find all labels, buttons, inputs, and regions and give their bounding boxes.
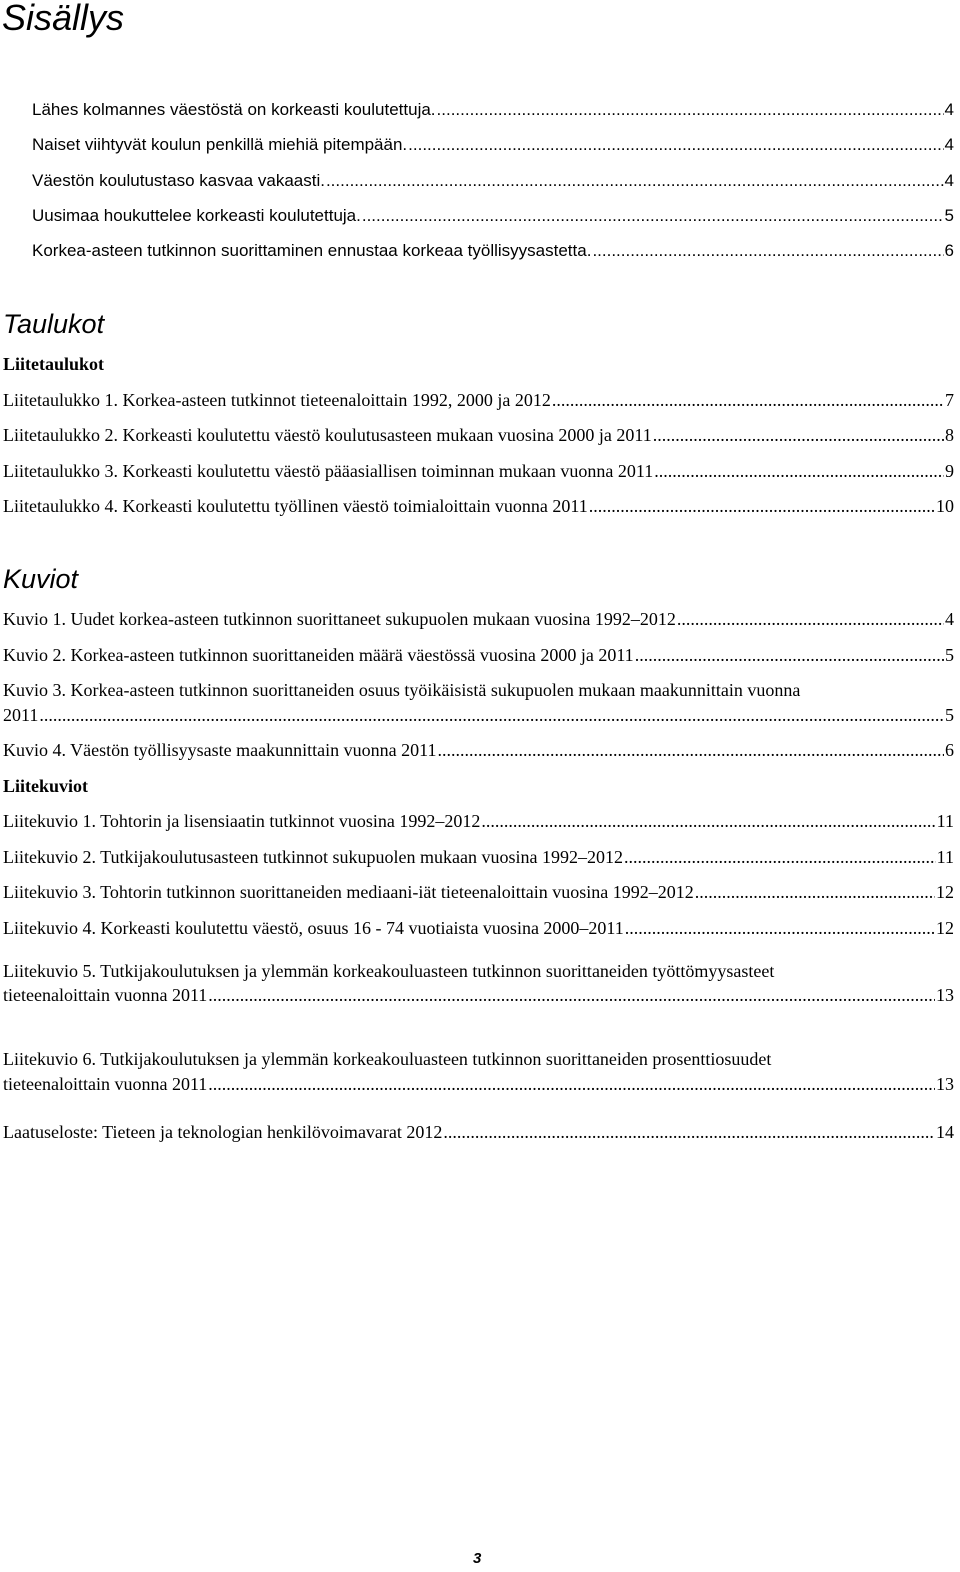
toc-page-number: 11 <box>936 811 954 831</box>
toc-entry-figure-3[interactable] <box>3 703 954 727</box>
toc-entry-table-4[interactable] <box>3 494 954 518</box>
toc-page-number: 6 <box>945 740 954 760</box>
toc-entry-appendix-figure-4[interactable] <box>3 916 954 940</box>
toc-page-number: 7 <box>945 390 954 410</box>
toc-entry-appendix-figure-1[interactable] <box>3 809 954 833</box>
toc-page-number: 4 <box>944 171 954 190</box>
page-title: Sisällys <box>2 0 125 38</box>
toc-page-number: 14 <box>936 1122 954 1142</box>
subheading-appendix-tables: Liitetaulukot <box>3 354 105 374</box>
toc-entry-text: Korkea-asteen tutkinnon suorittaminen ennustaa korkeaa työllisyysastetta. <box>32 241 592 260</box>
toc-entry-appendix-figure-3[interactable] <box>3 880 954 904</box>
toc-entry-text: Liitetaulukko 4. Korkeasti koulutettu työllinen väestö toimialoittain vuonna 2011 <box>3 496 588 516</box>
toc-page-number: 10 <box>936 496 954 516</box>
toc-entry-text: Kuvio 1. Uudet korkea-asteen tutkinnon suorittaneet sukupuolen mukaan vuosina 1992–2012 <box>3 609 676 629</box>
subheading-appendix-figures: Liitekuviot <box>3 776 89 796</box>
toc-page-number: 8 <box>945 425 954 445</box>
toc-entry-text: Liitekuvio 1. Tohtorin ja lisensiaatin tutkinnot vuosina 1992–2012 <box>3 811 481 831</box>
toc-entry-appendix-figure-5[interactable] <box>3 983 954 1007</box>
toc-entry-text: Liitekuvio 4. Korkeasti koulutettu väestö, osuus 16 - 74 vuotiaista vuosina 2000–2011 <box>3 918 624 938</box>
toc-page-number: 4 <box>945 609 954 629</box>
toc-page-number: 9 <box>945 461 954 481</box>
toc-entry-intro-5[interactable] <box>32 239 954 263</box>
toc-entry-text: Laatuseloste: Tieteen ja teknologian henkilövoimavarat 2012 <box>3 1122 443 1142</box>
section-heading-figures: Kuviot <box>3 564 79 594</box>
toc-entry-figure-3-line1[interactable]: Kuvio 3. Korkea-asteen tutkinnon suorittaneiden osuus työikäisistä sukupuolen mukaan maakunnittain vuonna <box>3 680 801 700</box>
toc-page-number: 5 <box>945 645 954 665</box>
toc-entry-intro-4[interactable] <box>32 204 954 228</box>
toc-entry-table-2[interactable] <box>3 423 954 447</box>
toc-entry-intro-2[interactable] <box>32 133 954 157</box>
toc-entry-text: Naiset viihtyvät koulun penkillä miehiä pitempään. <box>32 135 408 154</box>
toc-entry-text: Liitetaulukko 3. Korkeasti koulutettu väestö pääasiallisen toiminnan mukaan vuonna 2011 <box>3 461 654 481</box>
toc-entry-intro-3[interactable] <box>32 169 954 193</box>
toc-page-number: 4 <box>944 135 954 154</box>
toc-page-number: 5 <box>944 206 954 225</box>
toc-entry-text: Lähes kolmannes väestöstä on korkeasti koulutettuja. <box>32 100 436 119</box>
toc-entry-figure-2[interactable] <box>3 643 954 667</box>
toc-page-number: 4 <box>944 100 954 119</box>
toc-entry-text: 2011 <box>3 705 39 725</box>
toc-entry-appendix-figure-2[interactable] <box>3 845 954 869</box>
toc-entry-table-3[interactable] <box>3 459 954 483</box>
toc-entry-intro-1[interactable] <box>32 98 954 122</box>
page-number: 3 <box>473 1550 482 1567</box>
toc-entry-figure-1[interactable] <box>3 607 954 631</box>
toc-page-number: 13 <box>936 985 954 1005</box>
toc-entry-appendix-figure-6[interactable] <box>3 1072 954 1096</box>
toc-page-number: 6 <box>944 241 954 260</box>
toc-entry-text: tieteenaloittain vuonna 2011 <box>3 985 208 1005</box>
toc-entry-text: Liitetaulukko 1. Korkea-asteen tutkinnot tieteenaloittain 1992, 2000 ja 2012 <box>3 390 551 410</box>
toc-entry-figure-4[interactable] <box>3 738 954 762</box>
toc-entry-text: Kuvio 2. Korkea-asteen tutkinnon suorittaneiden määrä väestössä vuosina 2000 ja 2011 <box>3 645 634 665</box>
toc-page-number: 12 <box>936 918 954 938</box>
toc-page-number: 11 <box>936 847 954 867</box>
toc-entry-text: Kuvio 4. Väestön työllisyysaste maakunnittain vuonna 2011 <box>3 740 437 760</box>
toc-entry-text: Liitetaulukko 2. Korkeasti koulutettu väestö koulutusasteen mukaan vuosina 2000 ja 2011 <box>3 425 652 445</box>
toc-page-number: 13 <box>936 1074 954 1094</box>
toc-entry-table-1[interactable] <box>3 388 954 412</box>
toc-page-number: 12 <box>936 882 954 902</box>
toc-entry-quality-description[interactable] <box>3 1120 954 1144</box>
section-heading-tables: Taulukot <box>3 309 105 339</box>
toc-entry-text: Liitekuvio 2. Tutkijakoulutusasteen tutkinnot sukupuolen mukaan vuosina 1992–2012 <box>3 847 623 867</box>
toc-page-number: 5 <box>945 705 954 725</box>
toc-entry-appendix-figure-5-line1[interactable]: Liitekuvio 5. Tutkijakoulutuksen ja ylemmän korkeakouluasteen tutkinnon suorittaneiden työttömyysasteet <box>3 961 775 981</box>
toc-entry-text: Väestön koulutustaso kasvaa vakaasti. <box>32 171 325 190</box>
toc-entry-appendix-figure-6-line1[interactable]: Liitekuvio 6. Tutkijakoulutuksen ja ylemmän korkeakouluasteen tutkinnon suorittaneiden prosenttiosuudet <box>3 1049 772 1069</box>
toc-entry-text: Liitekuvio 3. Tohtorin tutkinnon suorittaneiden mediaani-iät tieteenaloittain vuosina 1992–2012 <box>3 882 694 902</box>
toc-entry-text: tieteenaloittain vuonna 2011 <box>3 1074 208 1094</box>
toc-entry-text: Uusimaa houkuttelee korkeasti koulutettuja. <box>32 206 361 225</box>
